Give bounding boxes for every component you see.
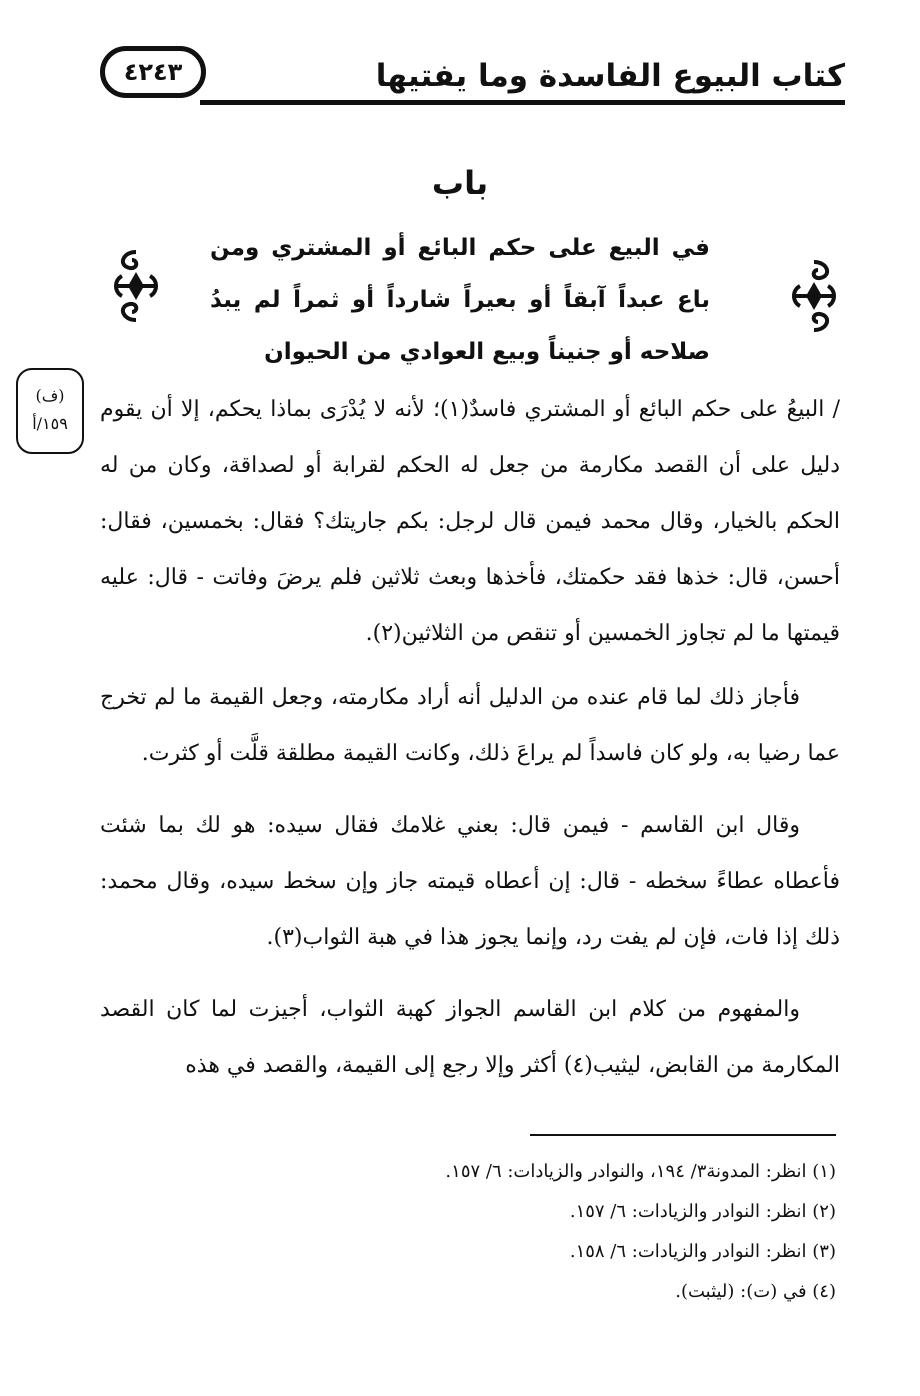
footnote-separator bbox=[530, 1134, 836, 1136]
chapter-subtitle: في البيع على حكم البائع أو المشتري ومن باع عبداً آبقاً أو بعيراً شارداً أو ثمراً لم يبدُ صلاحه أو جنيناً وبيع العوادي من الحيوان bbox=[210, 235, 710, 365]
footnote: (١) انظر: المدونة٣/ ١٩٤، والنوادر والزيادات: ٦/ ١٥٧. bbox=[445, 1161, 836, 1182]
main-text bbox=[100, 382, 840, 1110]
margin-note-siglum: (ف) bbox=[35, 386, 65, 405]
footnotes bbox=[100, 1152, 836, 1312]
footnote: (٢) انظر: النوادر والزيادات: ٦/ ١٥٧. bbox=[569, 1201, 836, 1222]
paragraph: والمفهوم من كلام ابن القاسم الجواز كهبة الثواب، أجيزت لما كان القصد المكارمة من القابض، ليثيب(٤) أكثر وإلا رجع إلى القيمة، والقصد في هذه bbox=[100, 997, 840, 1078]
footnote: (٣) انظر: النوادر والزيادات: ٦/ ١٥٨. bbox=[569, 1241, 836, 1262]
paragraph: / البيعُ على حكم البائع أو المشتري فاسدٌ(١)؛ لأنه لا يُدْرَى بماذا يحكم، إلا أن يقوم دليل على أن القصد مكارمة من جعل له الحكم لقرابة أو لصداقة، وكان من له الحكم بالخيار، وقال محمد فيمن قال لرجل: بكم جاريتك؟ فقال: بخمسين، فقال: أحسن، قال: خذها فقد حكمتك، فأخذها وبعث ثلاثين فلم يرضَ وفاتت - قال: عليه قيمتها ما لم تجاوز الخمسين أو تنقص من الثلاثين(٢). bbox=[100, 397, 840, 646]
left-ornament-icon bbox=[108, 246, 164, 326]
running-header-title: كتاب البيوع الفاسدة وما يفتيها bbox=[375, 58, 845, 94]
header-rule bbox=[200, 100, 845, 105]
right-ornament-icon bbox=[786, 256, 842, 336]
manuscript-margin-note bbox=[16, 368, 84, 454]
page-number: ٤٢٤٣ bbox=[100, 46, 206, 98]
footnote: (٤) في (ت): (ليثبت). bbox=[675, 1281, 836, 1302]
paragraph: وقال ابن القاسم - فيمن قال: بعني غلامك فقال سيده: هو لك بما شئت فأعطاه عطاءً سخطه - قال: إن أعطاه قيمته جاز وإن سخط سيده، وقال محمد: ذلك إذا فات، فإن لم يفت رد، وإنما يجوز هذا في هبة الثواب(٣). bbox=[100, 813, 840, 950]
paragraph: فأجاز ذلك لما قام عنده من الدليل أنه أراد مكارمته، وجعل القيمة ما لم تخرج عما رضيا به، ولو كان فاسداً لم يراعَ ذلك، وكانت القيمة مطلقة قلَّت أو كثرت. bbox=[100, 685, 840, 766]
margin-note-folio: ١٥٩/أ bbox=[32, 414, 68, 433]
running-header bbox=[100, 38, 845, 108]
chapter-label: باب bbox=[431, 164, 489, 202]
